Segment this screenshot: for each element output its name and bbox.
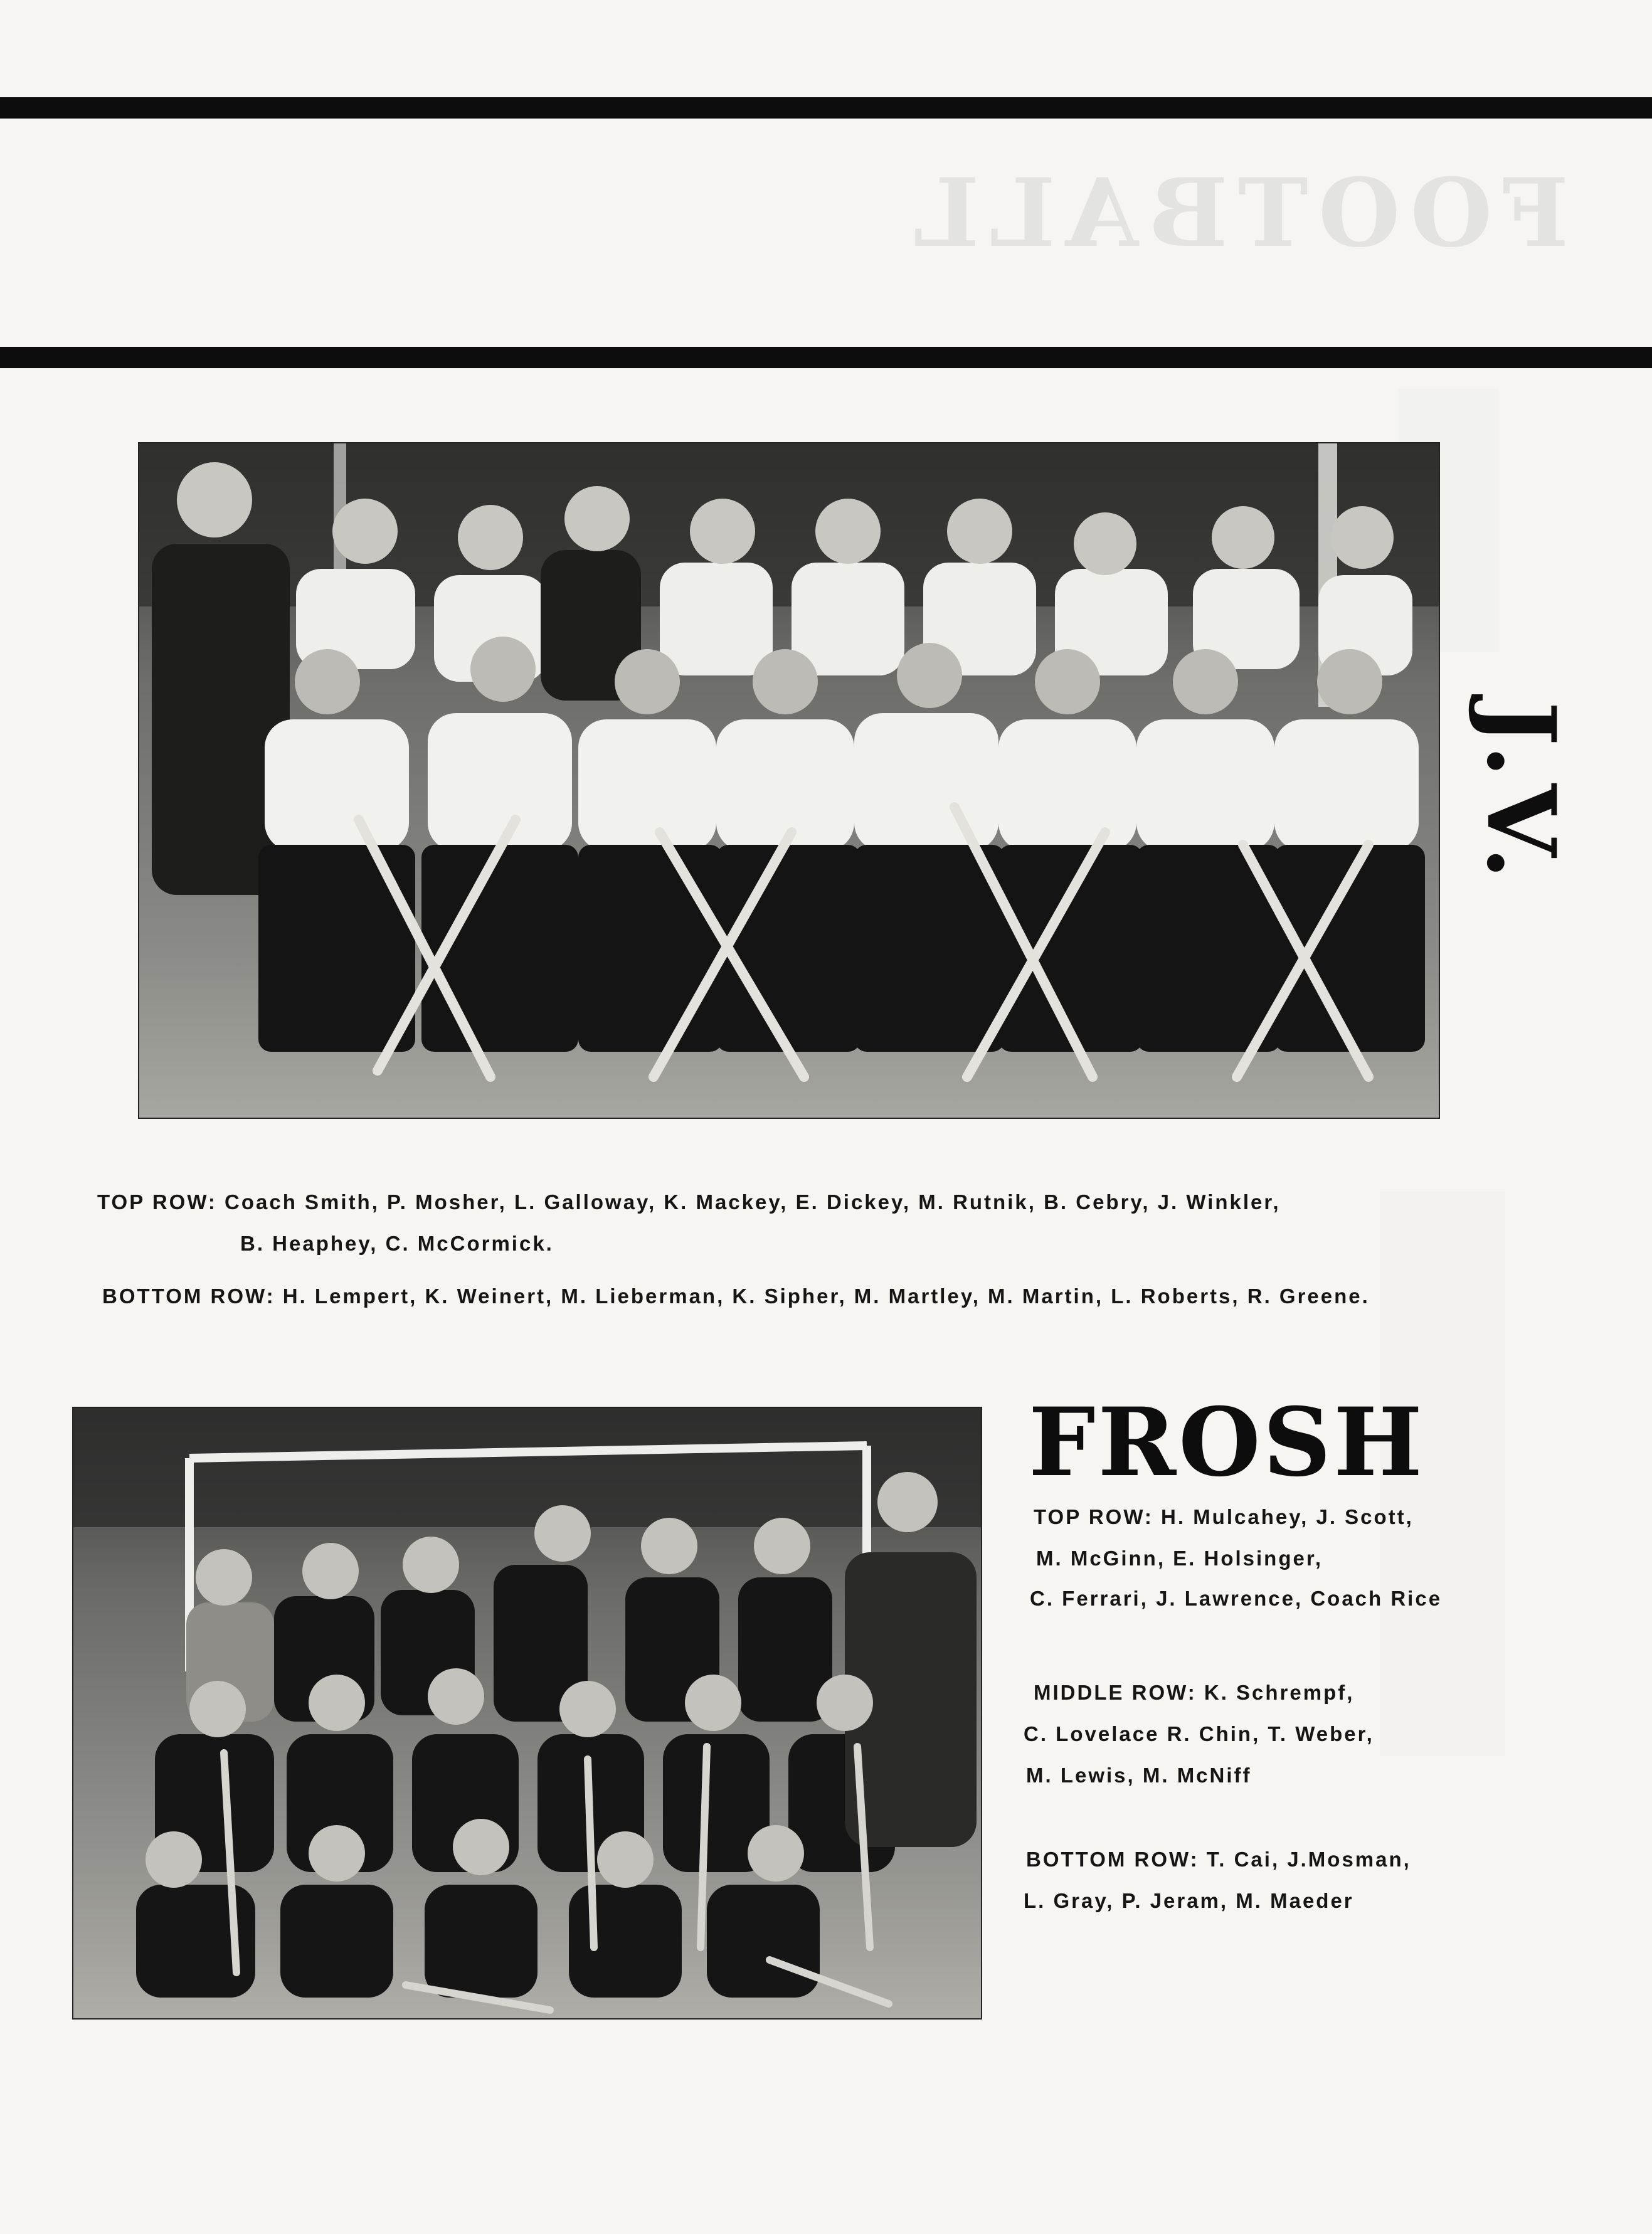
jv-top-row-caption-line2: B. Heaphey, C. McCormick.	[240, 1232, 554, 1255]
jv-section-title	[1468, 687, 1574, 900]
frosh-middle-row-caption-line3: M. Lewis, M. McNiff	[1026, 1764, 1252, 1787]
jv-team-photo	[138, 442, 1440, 1119]
frosh-bottom-row-caption-line1: BOTTOM ROW: T. Cai, J.Mosman,	[1026, 1848, 1411, 1871]
frosh-top-row-caption-line2: M. McGinn, E. Holsinger,	[1036, 1547, 1323, 1570]
frosh-top-row-caption-line1: TOP ROW: H. Mulcahey, J. Scott,	[1034, 1505, 1414, 1528]
show-through-football-title: FOOTBALL	[903, 158, 1569, 268]
frosh-section-title: FROSH	[1029, 1387, 1425, 1498]
jv-bottom-row-caption: BOTTOM ROW: H. Lempert, K. Weinert, M. Lieberman, K. Sipher, M. Martley, M. Martin, L. Roberts, R. Greene.	[102, 1284, 1370, 1308]
frosh-team-photo	[72, 1407, 982, 2020]
frosh-top-row-caption-line3: C. Ferrari, J. Lawrence, Coach Rice	[1030, 1587, 1443, 1610]
top-rule-lower	[0, 347, 1652, 368]
frosh-middle-row-caption-line2: C. Lovelace R. Chin, T. Weber,	[1024, 1722, 1374, 1745]
frosh-team-photo-image	[73, 1408, 981, 2018]
top-rule-upper	[0, 97, 1652, 119]
jv-section-title-text: J.V.	[1466, 701, 1576, 886]
frosh-bottom-row-caption-line2: L. Gray, P. Jeram, M. Maeder	[1024, 1889, 1354, 1912]
frosh-middle-row-caption-line1: MIDDLE ROW: K. Schrempf,	[1034, 1681, 1355, 1704]
jv-top-row-caption-line1: TOP ROW: Coach Smith, P. Mosher, L. Galloway, K. Mackey, E. Dickey, M. Rutnik, B. Cebry, J. Winkler,	[97, 1190, 1281, 1214]
jv-team-photo-image	[139, 443, 1439, 1118]
